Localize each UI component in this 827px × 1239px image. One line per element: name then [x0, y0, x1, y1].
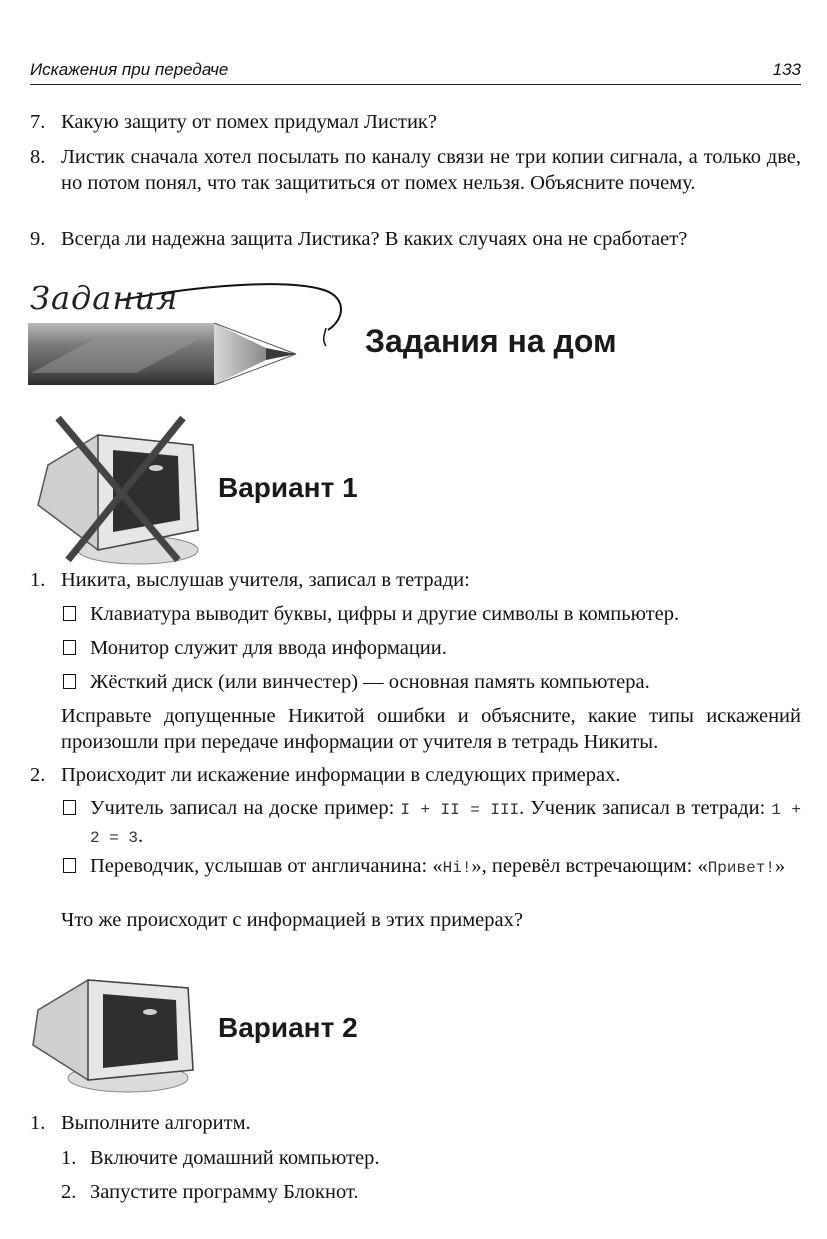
- task-number: 1.: [30, 569, 46, 591]
- question-number: 7.: [30, 111, 46, 133]
- bullet-text: Клавиатура выводит буквы, цифры и другие символы в компьютер.: [90, 603, 680, 625]
- bullet-text: Жёсткий диск (или винчестер) — основная память компьютера.: [90, 671, 650, 693]
- checkbox-bullet-icon: [63, 674, 76, 689]
- variant-1-heading: Вариант 1: [218, 472, 358, 503]
- bullet-text: Учитель записал на доске пример: I + II = III. Ученик записал в тетради: 1 + 2 = 3.: [90, 797, 801, 847]
- task-instruction: Исправьте допущенные Никитой ошибки и объясните, какие типы искажений произошли при передаче информации от учителя в тетрадь Никиты.: [61, 705, 801, 753]
- bullet-text: Монитор служит для ввода информации.: [90, 637, 447, 659]
- step-number: 2.: [61, 1181, 77, 1203]
- task-number: 2.: [30, 764, 46, 786]
- crossed-monitor-icon: [28, 410, 208, 570]
- page-number: 133: [772, 60, 801, 79]
- question-text: Всегда ли надежна защита Листика? В каких случаях она не сработает?: [61, 228, 688, 250]
- section-heading: Задания на дом: [365, 323, 617, 359]
- task-text: Происходит ли искажение информации в следующих примерах.: [61, 764, 621, 786]
- code-text: 1 + 2 = 3: [90, 801, 801, 847]
- question-number: 9.: [30, 228, 46, 250]
- running-header: [30, 58, 801, 85]
- step-text: Включите домашний компьютер.: [90, 1147, 380, 1169]
- monitor-icon: [28, 960, 208, 1095]
- code-text: Привет!: [707, 859, 775, 877]
- checkbox-bullet-icon: [63, 606, 76, 621]
- task-text: Выполните алгоритм.: [61, 1112, 251, 1134]
- task-number: 1.: [30, 1112, 46, 1134]
- question-text: Листик сначала хотел посылать по каналу связи не три копии сигнала, а только две, но потом понял, что так защититься от помех нельзя. Объясните почему.: [61, 146, 801, 194]
- question-text: Какую защиту от помех придумал Листик?: [61, 111, 437, 133]
- checkbox-bullet-icon: [63, 858, 76, 873]
- code-text: I + II = III: [400, 801, 520, 819]
- checkbox-bullet-icon: [63, 640, 76, 655]
- pencil-caption: Задания: [30, 279, 179, 317]
- task-text: Никита, выслушав учителя, записал в тетради:: [61, 569, 470, 591]
- section-title: Искажения при передаче: [30, 60, 229, 79]
- bullet-text: Переводчик, услышав от англичанина: «Hi!», перевёл встречающим: «Привет!»: [90, 855, 786, 877]
- variant-2-heading: Вариант 2: [218, 1012, 358, 1043]
- question-number: 8.: [30, 146, 46, 168]
- step-text: Запустите программу Блокнот.: [90, 1181, 359, 1203]
- code-text: Hi!: [442, 859, 472, 877]
- checkbox-bullet-icon: [63, 800, 76, 815]
- task-instruction: Что же происходит с информацией в этих примерах?: [61, 909, 523, 931]
- step-number: 1.: [61, 1147, 77, 1169]
